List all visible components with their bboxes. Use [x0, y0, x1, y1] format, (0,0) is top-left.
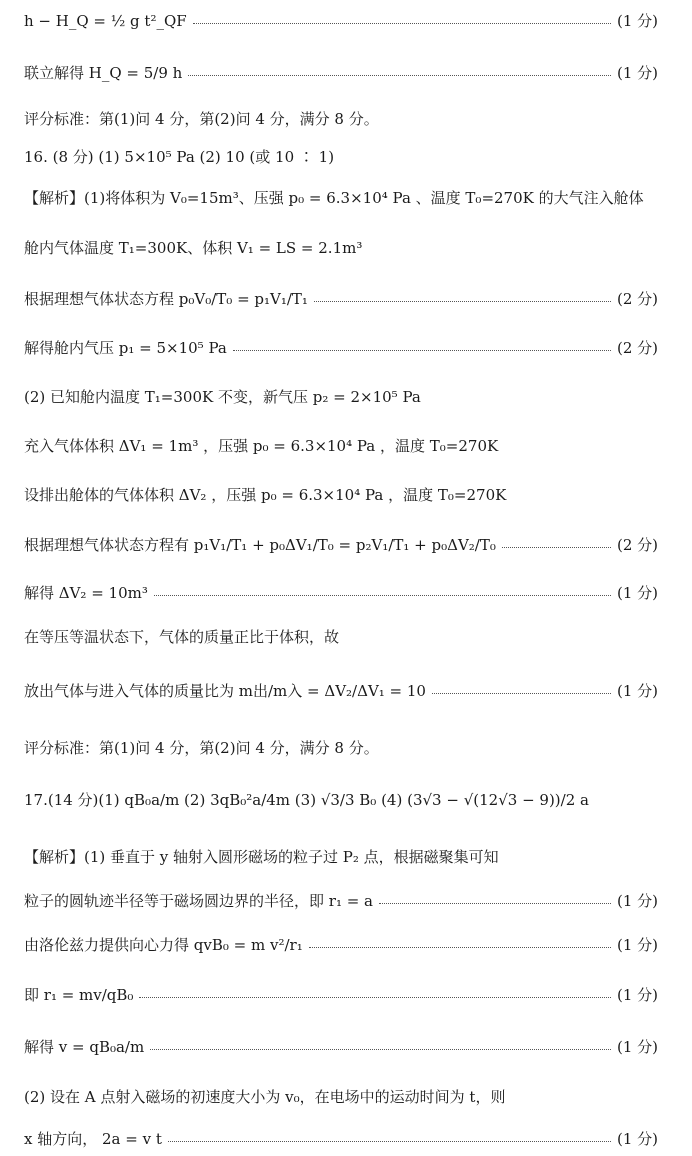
line-12-text: 解得 ΔV₂ = 10m³: [24, 584, 148, 602]
line-14: [24, 680, 658, 701]
leader-dots: [168, 1141, 611, 1142]
line-0: [24, 10, 658, 31]
line-11-score: (2 分): [616, 536, 658, 554]
line-19-score: (1 分): [616, 936, 658, 954]
line-23: [24, 1128, 658, 1149]
leader-dots: [233, 350, 611, 351]
line-13-text: 在等压等温状态下，气体的质量正比于体积，故: [24, 628, 340, 646]
line-1-text: 联立解得 H_Q = 5/9 h: [24, 64, 183, 82]
line-21: [24, 1036, 658, 1057]
line-8-text: (2) 已知舱内温度 T₁=300K 不变，新气压 p₂ = 2×10⁵ Pa: [24, 388, 421, 406]
line-10: [24, 484, 658, 505]
line-1: [24, 62, 658, 83]
leader-dots: [379, 903, 611, 904]
line-19-text: 由洛伦兹力提供向心力得 qvB₀ = m v²/r₁: [24, 936, 303, 954]
line-23-text: x 轴方向， 2a = v t: [24, 1130, 162, 1148]
line-15: [24, 737, 658, 758]
line-0-text: h − H_Q = ½ g t²_QF: [24, 11, 187, 30]
line-2: [24, 108, 658, 129]
line-6: [24, 288, 658, 309]
line-6-score: (2 分): [616, 290, 658, 308]
line-20-text: 即 r₁ = mv/qB₀: [24, 986, 134, 1004]
line-14-score: (1 分): [616, 682, 658, 700]
line-12-score: (1 分): [616, 584, 658, 602]
leader-dots: [154, 595, 611, 596]
line-12: [24, 582, 658, 603]
leader-dots: [432, 693, 611, 694]
line-17-text: 【解析】(1) 垂直于 y 轴射入圆形磁场的粒子过 P₂ 点，根据磁聚集可知: [24, 848, 499, 866]
line-19: [24, 934, 658, 955]
line-5-text: 舱内气体温度 T₁=300K、体积 V₁ = LS = 2.1m³: [24, 239, 363, 257]
leader-dots: [309, 947, 611, 948]
line-9: [24, 435, 658, 456]
line-13: [24, 626, 658, 647]
line-18-score: (1 分): [616, 892, 658, 910]
line-16-text: 17.(14 分)(1) qB₀a/m (2) 3qB₀²a/4m (3) √3/3 B₀ (4) (3√3 − √(12√3 − 9))/2 a: [24, 791, 589, 809]
leader-dots: [188, 75, 611, 76]
line-5: [24, 237, 658, 258]
line-1-score: (1 分): [616, 64, 658, 82]
line-3: [24, 146, 658, 167]
line-2-text: 评分标准：第(1)问 4 分，第(2)问 4 分，满分 8 分。: [24, 110, 379, 128]
line-3-text: 16. (8 分) (1) 5×10⁵ Pa (2) 10 (或 10 ∶ 1): [24, 148, 335, 166]
line-18-text: 粒子的圆轨迹半径等于磁场圆边界的半径，即 r₁ = a: [24, 892, 374, 910]
line-22: [24, 1086, 658, 1107]
leader-dots: [193, 23, 611, 24]
line-4: [24, 187, 658, 208]
line-7: [24, 337, 658, 358]
line-17: [24, 846, 658, 867]
line-8: [24, 386, 658, 407]
line-0-score: (1 分): [616, 12, 658, 30]
line-21-text: 解得 v = qB₀a/m: [24, 1038, 145, 1056]
line-22-text: (2) 设在 A 点射入磁场的初速度大小为 v₀，在电场中的运动时间为 t，则: [24, 1088, 506, 1106]
line-6-text: 根据理想气体状态方程 p₀V₀/T₀ = p₁V₁/T₁: [24, 290, 308, 308]
line-18: [24, 890, 658, 911]
line-7-score: (2 分): [616, 339, 658, 357]
line-20-score: (1 分): [616, 986, 658, 1004]
line-11: [24, 534, 658, 555]
line-21-score: (1 分): [616, 1038, 658, 1056]
line-15-text: 评分标准：第(1)问 4 分，第(2)问 4 分，满分 8 分。: [24, 739, 379, 757]
line-11-text: 根据理想气体状态方程有 p₁V₁/T₁ + p₀ΔV₁/T₀ = p₂V₁/T₁ + p₀ΔV₂/T₀: [24, 536, 496, 554]
leader-dots: [139, 997, 611, 998]
line-4-text: 【解析】(1)将体积为 V₀=15m³、压强 p₀ = 6.3×10⁴ Pa 、温度 T₀=270K 的大气注入舱体: [24, 189, 644, 207]
line-10-text: 设排出舱体的气体体积 ΔV₂ ，压强 p₀ = 6.3×10⁴ Pa ，温度 T₀=270K: [24, 486, 507, 504]
leader-dots: [150, 1049, 611, 1050]
line-23-score: (1 分): [616, 1130, 658, 1148]
leader-dots: [314, 301, 611, 302]
line-7-text: 解得舱内气压 p₁ = 5×10⁵ Pa: [24, 339, 227, 357]
line-14-text: 放出气体与进入气体的质量比为 m出/m入 = ΔV₂/ΔV₁ = 10: [24, 682, 426, 700]
line-20: [24, 984, 658, 1005]
line-16: [24, 789, 658, 810]
line-9-text: 充入气体体积 ΔV₁ = 1m³ ，压强 p₀ = 6.3×10⁴ Pa ，温度 T₀=270K: [24, 437, 499, 455]
leader-dots: [502, 547, 611, 548]
